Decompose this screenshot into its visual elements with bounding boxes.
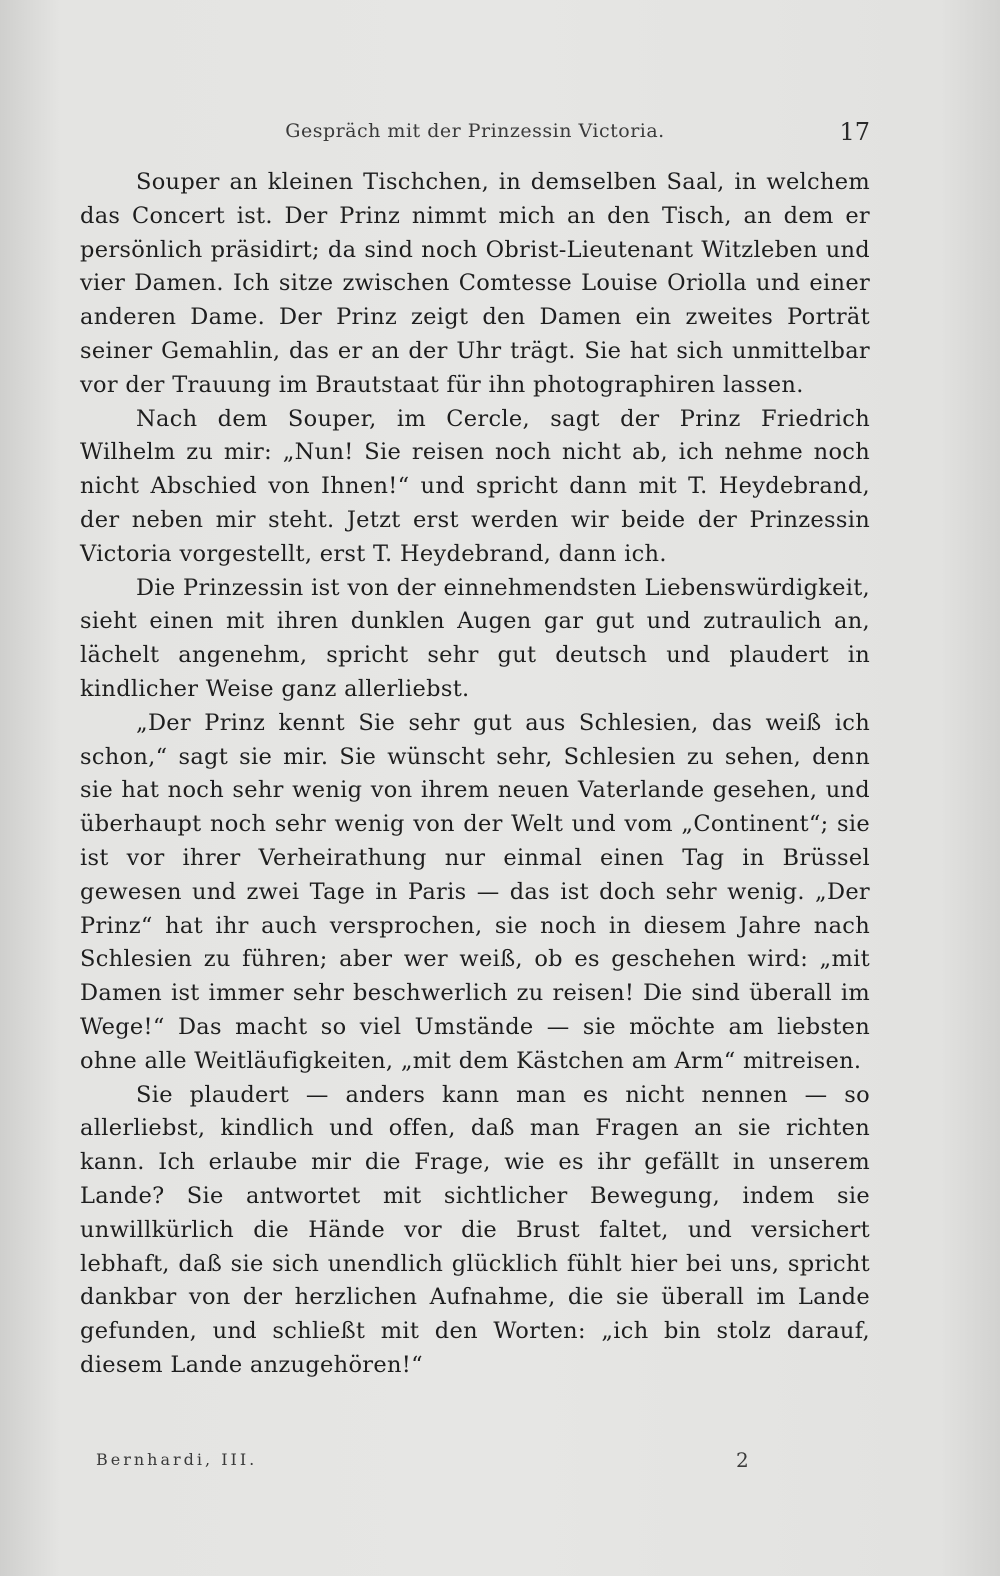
- page-footer: [96, 1450, 796, 1480]
- running-title: Gespräch mit der Prinzessin Victoria.: [285, 120, 665, 142]
- paragraph-schlesien: „Der Prinz kennt Sie sehr gut aus Schlesien, das weiß ich schon,“ sagt sie mir. Sie wünscht sehr, Schlesien zu sehen, denn sie hat noch sehr wenig von ihrem neuen Vaterlande gesehen, und überhaupt noch sehr wenig von der Welt und vom „Continent“; sie ist vor ihrer Verheirathung nur einmal einen Tag in Brüssel gewesen und zwei Tage in Paris — das ist doch sehr wenig. „Der Prinz“ hat ihr auch versprochen, sie noch in diesem Jahre nach Schlesien zu führen; aber wer weiß, ob es geschehen wird: „mit Damen ist immer sehr beschwerlich zu reisen! Die sind überall im Wege!“ Das macht so viel Umstände — sie möchte am liebsten ohne alle Weitläufigkeiten, „mit dem Kästchen am Arm“ mitreisen.: [80, 709, 870, 1074]
- gathering-number: 2: [736, 1448, 749, 1472]
- paragraph-cercle: Nach dem Souper, im Cercle, sagt der Prinz Friedrich Wilhelm zu mir: „Nun! Sie reisen noch nicht ab, ich nehme noch nicht Abschied von Ihnen!“ und spricht dann mit T. Heydebrand, der neben mir steht. Jetzt erst werden wir beide der Prinzessin Victoria vorgestellt, erst T. Heydebrand, dann ich.: [80, 405, 870, 567]
- body-text: [80, 166, 870, 1383]
- running-head: [80, 112, 870, 152]
- paragraph-plaudert: Sie plaudert — anders kann man es nicht nennen — so allerliebst, kindlich und offen, daß man Fragen an sie richten kann. Ich erlaube mir die Frage, wie es ihr gefällt in unserem Lande? Sie antwortet mit sichtlicher Bewegung, indem sie unwillkürlich die Hände vor die Brust faltet, und versichert lebhaft, daß sie sich unendlich glücklich fühlt hier bei uns, spricht dankbar von der herzlichen Aufnahme, die sie überall im Lande gefunden, und schließt mit den Worten: „ich bin stolz darauf, diesem Lande anzugehören!“: [80, 1081, 870, 1378]
- paragraph-souper: Souper an kleinen Tischchen, in demselben Saal, in welchem das Concert ist. Der Prinz nimmt mich an den Tisch, an dem er persönlich präsidirt; da sind noch Obrist-Lieutenant Witzleben und vier Damen. Ich sitze zwischen Comtesse Louise Oriolla und einer anderen Dame. Der Prinz zeigt den Damen ein zweites Porträt seiner Gemahlin, das er an der Uhr trägt. Sie hat sich unmittelbar vor der Trauung im Brautstaat für ihn photographiren lassen.: [80, 169, 870, 398]
- paragraph-prinzessin: Die Prinzessin ist von der einnehmendsten Liebenswürdigkeit, sieht einen mit ihren dunklen Augen gar gut und zutraulich an, lächelt angenehm, spricht sehr gut deutsch und plaudert in kindlicher Weise ganz allerliebst.: [80, 574, 870, 702]
- page-number: 17: [839, 118, 870, 146]
- signature-mark: Bernhardi, III.: [96, 1450, 258, 1469]
